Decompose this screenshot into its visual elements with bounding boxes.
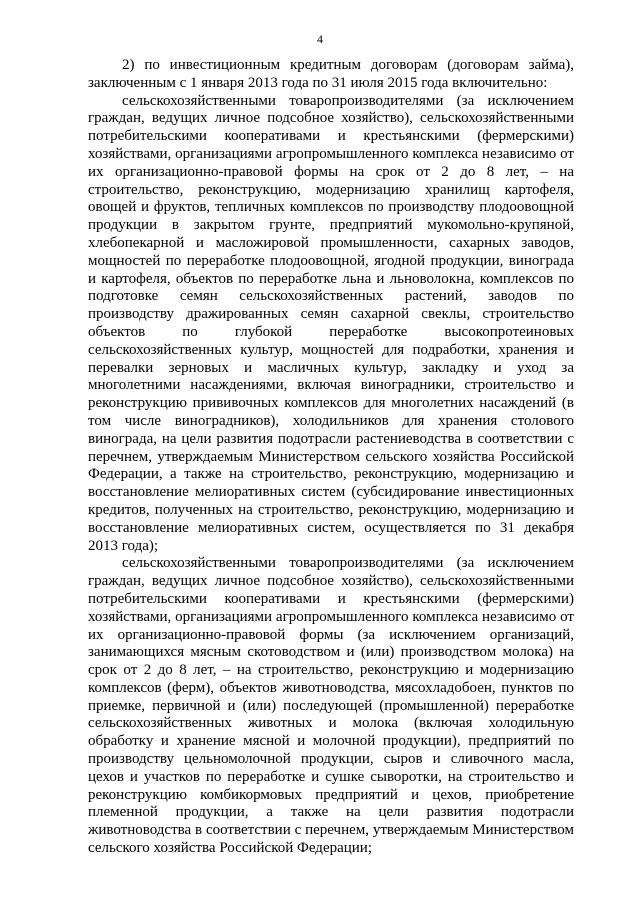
page-number: 4: [317, 32, 323, 46]
paragraph-livestock-loans: сельскохозяйственными товаропроизводителями (за исключением граждан, ведущих личное подсобное хозяйство), сельскохозяйственными потребительскими кооперативами и крестьянскими (фермерскими) хозяйствами, организациями агропромышленного комплекса независимо от их организационно-правовой формы (за исключением организаций, занимающихся мясным скотоводством и (или) производством молока) на срок от 2 до 8 лет, – на строительство, реконструкцию и модернизацию комплексов (ферм), объектов животноводства, мясохладобоен, пунктов по приемке, первичной и (или) последующей (промышленной) переработке сельскохозяйственных животных и молока (включая холодильную обработку и хранение мясной и молочной продукции), предприятий по производству цельномолочной продукции, сыров и сливочного масла, цехов и участков по переработке и сушке сыворотки, на строительство и реконструкцию комбикормовых предприятий и цехов, приобретение племенной продукции, а также на цели развития подотрасли животноводства в соответствии с перечнем, утверждаемым Министерством сельского хозяйства Российской Федерации;: [88, 555, 574, 857]
paragraph-crop-production-loans: сельскохозяйственными товаропроизводителями (за исключением граждан, ведущих личное подсобное хозяйство), сельскохозяйственными потребительскими кооперативами и крестьянскими (фермерскими) хозяйствами, организациями агропромышленного комплекса независимо от их организационно-правовой формы на срок от 2 до 8 лет, – на строительство, реконструкцию, модернизацию хранилищ картофеля, овощей и фруктов, тепличных комплексов по производству плодоовощной продукции в закрытом грунте, предприятий мукомольно-крупяной, хлебопекарной и масложировой промышленности, сахарных заводов, мощностей по переработке плодоовощной, ягодной продукции, винограда и картофеля, объектов по переработке льна и льноволокна, комплексов по подготовке семян сельскохозяйственных растений, заводов по производству дражированных семян сахарной свеклы, строительство объектов по глубокой переработке высокопротеиновых сельскохозяйственных культур, мощностей для подработки, хранения и перевалки зерновых и масличных культур, закладку и уход за многолетними насаждениями, включая виноградники, строительство и реконструкцию прививочных комплексов для многолетних насаждений (в том числе виноградников), холодильников для хранения столового винограда, на цели развития подотрасли растениеводства в соответствии с перечнем, утверждаемым Министерством сельского хозяйства Российской Федерации, а также на строительство, реконструкцию, модернизацию и восстановление мелиоративных систем (субсидирование инвестиционных кредитов, полученных на строительство, реконструкцию, модернизацию и восстановление мелиоративных систем, осуществляется по 31 декабря 2013 года);: [88, 92, 574, 554]
document-body: [88, 57, 574, 858]
paragraph-loan-agreements-intro: 2) по инвестиционным кредитным договорам (договорам займа), заключенным с 1 января 2013 года по 31 июля 2015 года включительно:: [88, 57, 574, 91]
